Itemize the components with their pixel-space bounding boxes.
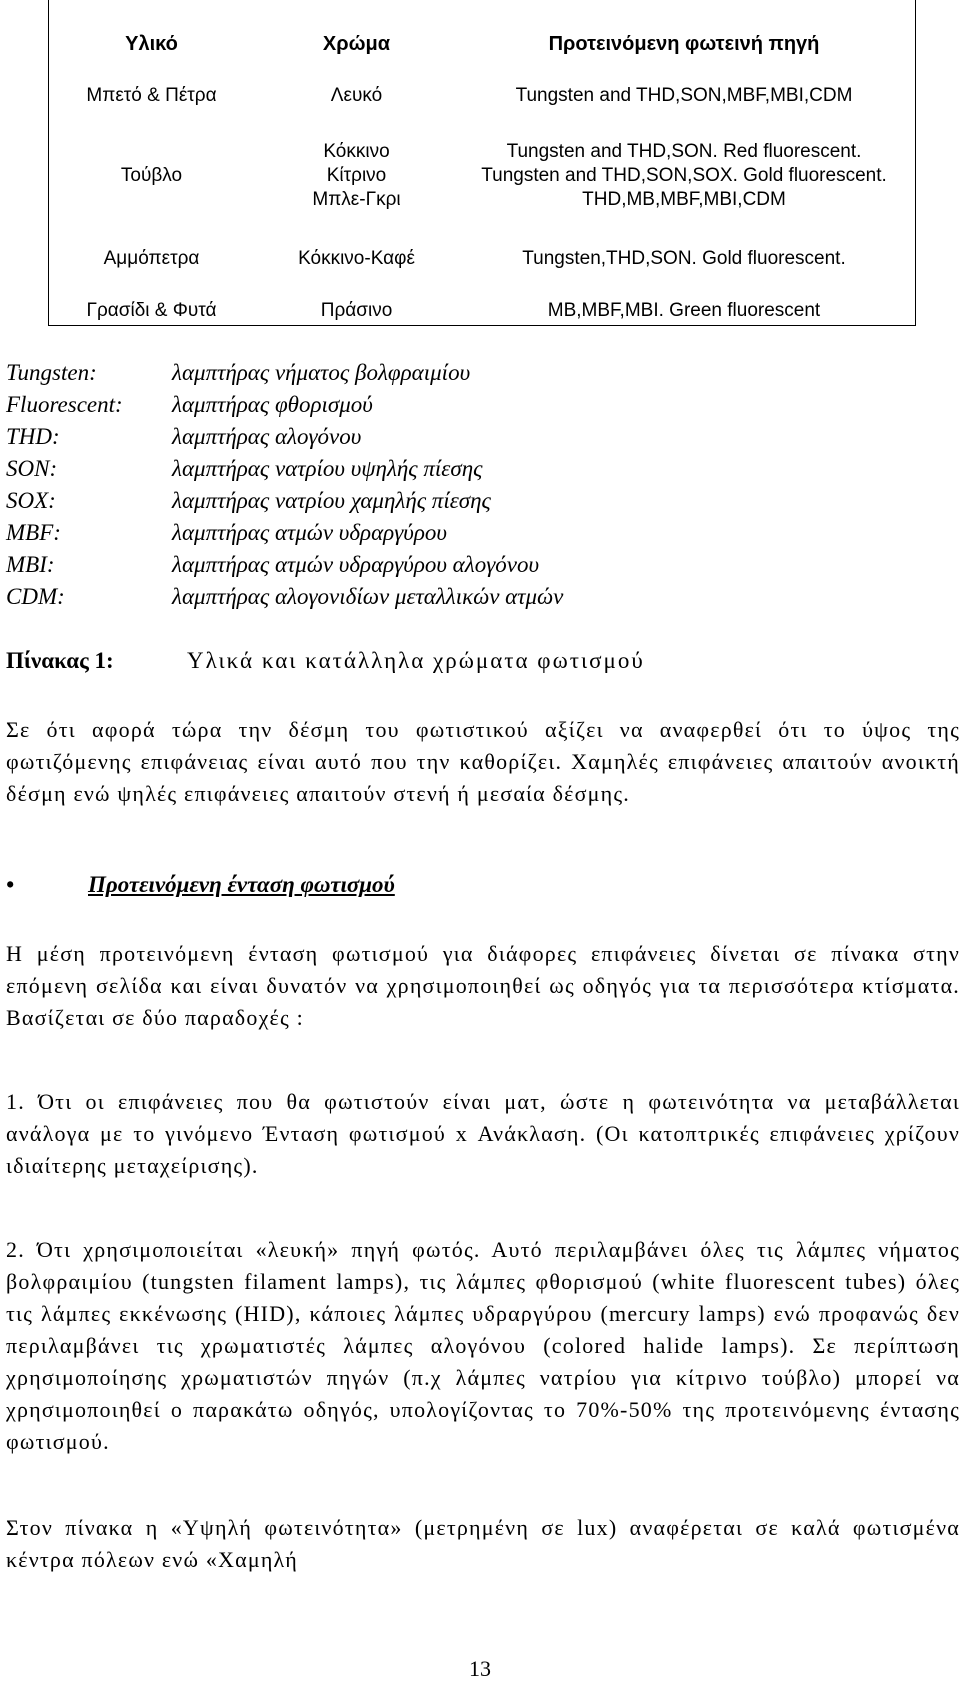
abbreviation-key: MBI: bbox=[6, 552, 55, 577]
abbreviation-value: λαμπτήρας ατμών υδραργύρου αλογόνου bbox=[172, 552, 540, 577]
row-source: Tungsten,THD,SON. Gold fluorescent. bbox=[522, 248, 846, 269]
abbreviation-value: λαμπτήρας αλογόνου bbox=[172, 424, 362, 449]
abbreviation-key: MBF: bbox=[6, 520, 61, 545]
abbreviation-key: SON: bbox=[6, 456, 58, 481]
row-color: Μπλε-Γκρι bbox=[312, 189, 401, 210]
row-color: Κίτρινο bbox=[326, 165, 387, 186]
row-color: Λευκό bbox=[330, 85, 383, 106]
row-source: Tungsten and THD,SON,SOX. Gold fluorescent. bbox=[481, 165, 887, 186]
abbreviation-value: λαμπτήρας ατμών υδραργύρου bbox=[172, 520, 447, 545]
row-material: Μπετό & Πέτρα bbox=[86, 85, 217, 106]
row-material: Γρασίδι & Φυτά bbox=[86, 300, 217, 321]
abbreviation-value: λαμπτήρας νατρίου χαμηλής πίεσης bbox=[172, 488, 491, 513]
paragraph-beam: Σε ότι αφορά τώρα την δέσμη του φωτιστικού αξίζει να αναφερθεί ότι το ύψος της φωτιζόμενης επιφάνειας είναι αυτό που την καθορίζει. Χαμηλές επιφάνειες απαιτούν ανοικτή δέσμη ενώ ψηλές επιφάνειες απαιτούν στενή ή μεσαία δέσμης. bbox=[6, 717, 960, 806]
abbreviation-key: CDM: bbox=[6, 584, 65, 609]
row-source: Tungsten and THD,SON. Red fluorescent. bbox=[506, 141, 862, 162]
abbreviation-value: λαμπτήρας φθορισμού bbox=[172, 392, 373, 417]
abbreviation-key: THD: bbox=[6, 424, 60, 449]
abbreviation-value: λαμπτήρας νατρίου υψηλής πίεσης bbox=[172, 456, 483, 481]
section-heading-text: Προτεινόμενη ένταση φωτισμού bbox=[88, 872, 395, 897]
caption-text: Υλικά και κατάλληλα χρώματα φωτισμού bbox=[187, 648, 645, 673]
abbreviation-value: λαμπτήρας νήματος βολφραιμίου bbox=[172, 360, 471, 385]
assumption-1: 1. Ότι οι επιφάνειες που θα φωτιστούν είναι ματ, ώστε η φωτεινότητα να μεταβάλλεται ανάλογα με το γινόμενο Ένταση φωτισμού x Ανάκλαση. (Οι κατοπτρικές επιφάνειες χρίζουν ιδιαίτερης μεταχείρισης). bbox=[6, 1089, 960, 1178]
materials-table bbox=[48, 0, 916, 326]
page-number: 13 bbox=[469, 1656, 491, 1681]
abbreviation-key: SOX: bbox=[6, 488, 56, 513]
paragraph-intensity: Η μέση προτεινόμενη ένταση φωτισμού για διάφορες επιφάνειες δίνεται σε πίνακα στην επόμενη σελίδα και είναι δυνατόν να χρησιμοποιηθεί ως οδηγός για τα περισσότερα κτίσματα. Βασίζεται σε δύο παραδοχές : bbox=[6, 941, 960, 1030]
caption-label: Πίνακας 1: bbox=[6, 648, 114, 673]
row-color: Κόκκινο bbox=[323, 141, 390, 162]
abbreviation-key: Tungsten: bbox=[6, 360, 97, 385]
bullet-icon: • bbox=[6, 872, 15, 897]
row-material: Αμμόπετρα bbox=[103, 248, 200, 269]
row-source: THD,MB,MBF,MBI,CDM bbox=[582, 189, 786, 210]
assumption-2: 2. Ότι χρησιμοποιείται «λευκή» πηγή φωτός. Αυτό περιλαμβάνει όλες τις λάμπες νήματος βολφραιμίου (tungsten filament lamps), τις λάμπες φθορισμού (white fluorescent tubes) όλες τις λάμπες εκκένωσης (HID), κάποιες λάμπες υδραργύρου (mercury lamps) ενώ προφανώς δεν περιλαμβάνει τις χρωματιστές λάμπες αλογόνου (colored halide lamps). Σε περίπτωση χρησιμοποίησης χρωματιστών πηγών (π.χ λάμπες νατρίου για κίτρινο τούβλο) μπορεί να χρησιμοποιηθεί ο παρακάτω οδηγός, υπολογίζοντας το 70%-50% της προτεινόμενης έντασης φωτισμού. bbox=[6, 1237, 960, 1454]
row-source: Tungsten and THD,SON,MBF,MBI,CDM bbox=[515, 85, 853, 106]
row-material: Τούβλο bbox=[120, 165, 183, 186]
row-color: Πράσινο bbox=[320, 300, 393, 321]
header-color: Χρώμα bbox=[322, 33, 391, 55]
row-color: Κόκκινο-Καφέ bbox=[298, 248, 415, 269]
header-material: Υλικό bbox=[125, 33, 178, 55]
header-light-source: Προτεινόμενη φωτεινή πηγή bbox=[548, 33, 820, 55]
row-source: MB,MBF,MBI. Green fluorescent bbox=[547, 300, 821, 321]
abbreviation-value: λαμπτήρας αλογονιδίων μεταλλικών ατμών bbox=[172, 584, 564, 609]
paragraph-table-note: Στον πίνακα η «Υψηλή φωτεινότητα» (μετρημένη σε lux) αναφέρεται σε καλά φωτισμένα κέντρα πόλεων ενώ «Χαμηλή bbox=[6, 1515, 960, 1572]
abbreviation-key: Fluorescent: bbox=[6, 392, 123, 417]
